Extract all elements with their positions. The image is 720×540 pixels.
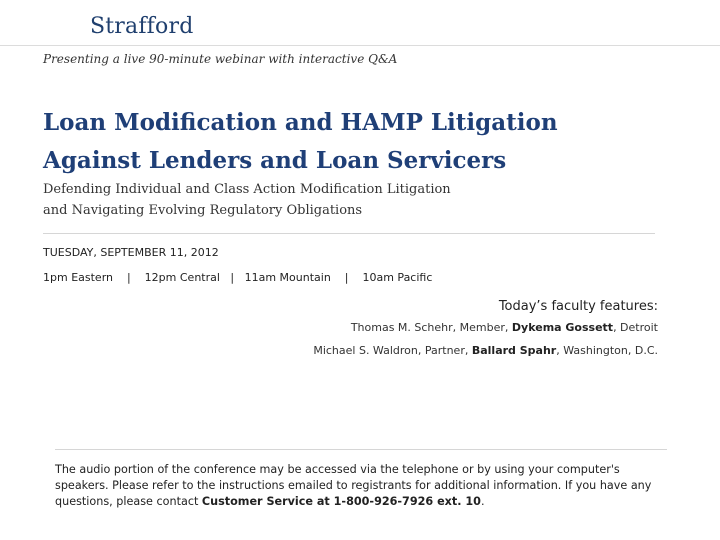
title-line-1: Loan Modification and HAMP Litigation: [43, 109, 558, 136]
faculty-name-role: Michael S. Waldron, Partner,: [313, 344, 472, 357]
subtitle-line-1: Defending Individual and Class Action Modification Litigation: [43, 182, 451, 197]
faculty-location: , Detroit: [613, 321, 658, 334]
customer-service-contact: Customer Service at 1-800-926-7926 ext. 10: [201, 495, 481, 508]
webinar-subtitle: [43, 179, 683, 221]
faculty-firm: Dykema Gossett: [511, 321, 614, 334]
section-divider: [43, 233, 655, 234]
subtitle-line-2: and Navigating Evolving Regulatory Obligations: [43, 203, 363, 218]
faculty-member: [313, 344, 658, 357]
faculty-name-role: Thomas M. Schehr, Member,: [350, 321, 512, 334]
audio-notice-text: The audio portion of the conference may be accessed via the telephone or by using your computer's speakers. Please refer to the instructions emailed to registrants for additional information. If you have any questions, please contact: [55, 463, 652, 508]
strafford-logo: Strafford: [90, 14, 194, 39]
audio-notice: [55, 462, 655, 510]
footer-divider: [55, 449, 667, 450]
tagline: Presenting a live 90-minute webinar with interactive Q&A: [43, 52, 398, 66]
webinar-title: [43, 104, 683, 180]
faculty-member: [351, 321, 658, 334]
title-line-2: Against Lenders and Loan Servicers: [43, 147, 507, 174]
faculty-location: , Washington, D.C.: [556, 344, 658, 357]
header-divider: [0, 45, 720, 46]
audio-notice-end: .: [480, 495, 485, 508]
faculty-heading: Today’s faculty features:: [498, 299, 658, 314]
faculty-firm: Ballard Spahr: [471, 344, 557, 357]
webinar-times: 1pm Eastern | 12pm Central | 11am Mountain | 10am Pacific: [43, 271, 433, 284]
webinar-date: TUESDAY, SEPTEMBER 11, 2012: [43, 246, 219, 259]
